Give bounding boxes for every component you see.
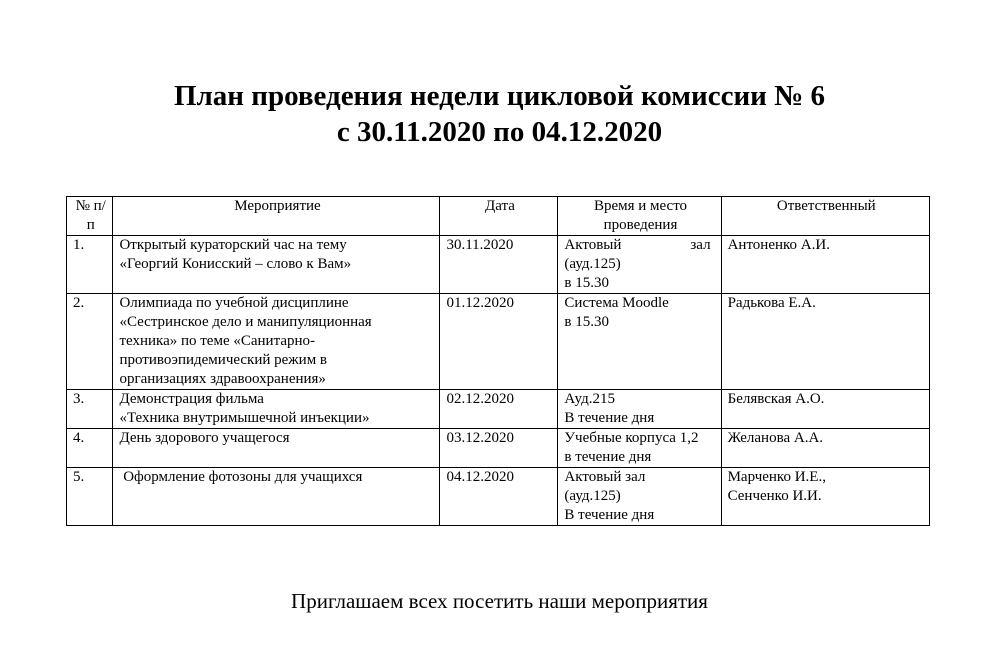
event-line: Оформление фотозоны для учащихся: [119, 469, 363, 485]
header-event: Мероприятие: [113, 197, 440, 236]
place-word: Актовый: [564, 237, 622, 253]
document-title: [0, 78, 999, 150]
responsible-line: Марченко И.Е.,: [727, 469, 826, 485]
place-line: (ауд.125): [564, 488, 621, 504]
header-date: Дата: [440, 197, 558, 236]
event-line: «Сестринское дело и манипуляционная: [119, 314, 372, 330]
row-event: [113, 294, 440, 390]
table-row: [67, 390, 930, 429]
row-num: 4.: [67, 429, 113, 468]
place-line: Ауд.215: [564, 391, 615, 407]
row-num: 3.: [67, 390, 113, 429]
event-line: противоэпидемический режим в: [119, 352, 328, 368]
event-line: Демонстрация фильма: [119, 391, 264, 407]
title-line-1: План проведения недели цикловой комиссии № 6: [173, 80, 826, 112]
row-num: 1.: [67, 236, 113, 294]
event-line: Открытый кураторский час на тему: [119, 237, 347, 253]
event-line: «Георгий Конисский – слово к Вам»: [119, 256, 352, 272]
responsible-line: Желанова А.А.: [727, 430, 824, 446]
place-line: в 15.30: [564, 275, 610, 291]
responsible-line: Радькова Е.А.: [727, 295, 816, 311]
row-num: 5.: [67, 468, 113, 526]
table-header-row: [67, 197, 930, 236]
row-responsible: [721, 294, 929, 390]
place-line: [564, 236, 716, 255]
place-line: в 15.30: [564, 314, 610, 330]
invitation-text: Приглашаем всех посетить наши мероприятия: [291, 589, 708, 613]
place-line: Система Moodle: [564, 295, 669, 311]
event-line: техника» по теме «Санитарно-: [119, 333, 316, 349]
row-event: [113, 390, 440, 429]
row-responsible: [721, 468, 929, 526]
place-line: (ауд.125): [564, 256, 621, 272]
event-line: День здорового учащегося: [119, 430, 290, 446]
place-line: В течение дня: [564, 410, 655, 426]
row-place: [558, 294, 721, 390]
table-row: [67, 294, 930, 390]
row-place: [558, 468, 721, 526]
row-num: 2.: [67, 294, 113, 390]
title-line-2: с 30.11.2020 по 04.12.2020: [336, 116, 663, 148]
responsible-line: Антоненко А.И.: [727, 237, 830, 253]
row-date: 01.12.2020: [440, 294, 558, 390]
header-num: № п/п: [67, 197, 113, 236]
place-line: В течение дня: [564, 507, 655, 523]
event-line: «Техника внутримышечной инъекции»: [119, 410, 370, 426]
table-row: [67, 468, 930, 526]
row-responsible: [721, 390, 929, 429]
events-table: [66, 196, 930, 526]
row-place: [558, 429, 721, 468]
place-word: зал: [690, 237, 711, 253]
place-line: в течение дня: [564, 449, 652, 465]
row-responsible: [721, 429, 929, 468]
responsible-line: Сенченко И.И.: [727, 488, 822, 504]
event-line: Олимпиада по учебной дисциплине: [119, 295, 349, 311]
place-line: Актовый зал: [564, 469, 646, 485]
row-date: 30.11.2020: [440, 236, 558, 294]
responsible-line: Белявская А.О.: [727, 391, 825, 407]
row-event: [113, 429, 440, 468]
header-responsible: Ответственный: [721, 197, 929, 236]
row-responsible: [721, 236, 929, 294]
row-event: [113, 236, 440, 294]
row-place: [558, 390, 721, 429]
place-line: Учебные корпуса 1,2: [564, 430, 699, 446]
row-event: [113, 468, 440, 526]
table-row: [67, 429, 930, 468]
row-date: 03.12.2020: [440, 429, 558, 468]
event-line: организациях здравоохранения»: [119, 371, 326, 387]
table-row: [67, 236, 930, 294]
header-place: Время и место проведения: [558, 197, 721, 236]
row-date: 04.12.2020: [440, 468, 558, 526]
row-date: 02.12.2020: [440, 390, 558, 429]
row-place: [558, 236, 721, 294]
